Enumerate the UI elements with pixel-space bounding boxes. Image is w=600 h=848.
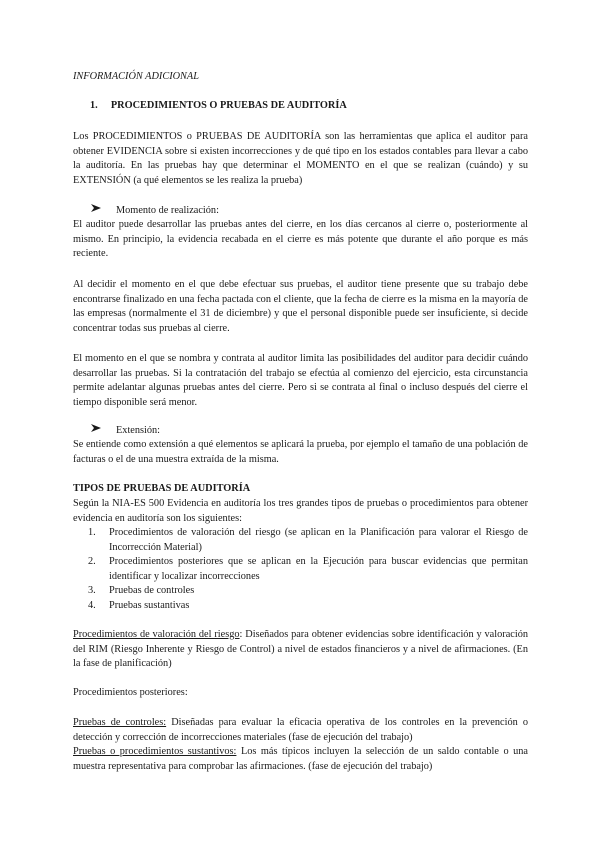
page-header-title: INFORMACIÓN ADICIONAL <box>73 71 199 82</box>
extension-heading-label: Extensión: <box>116 425 161 436</box>
substantive-tests-paragraph <box>73 745 528 774</box>
extension-paragraph: Se entiende como extensión a qué elementos se aplicará la prueba, por ejemplo el tamaño de una población de facturas o el de una muestra extraída de la misma. <box>73 439 528 465</box>
list-item: 4. Pruebas sustantivas <box>88 599 190 611</box>
controls-tests-paragraph <box>73 716 528 745</box>
section-1-intro: Los PROCEDIMIENTOS o PRUEBAS DE AUDITORÍA son las herramientas que aplica el auditor para obtener EVIDENCIA sobre si existen incorrecciones y de qué tipo en los estados contables para llevar a cabo la auditoría. En las pruebas hay que determinar el MOMENTO en el que se realizan (cuándo) y su EXTENSIÓN (a qué elementos se les realiza la prueba) <box>73 131 528 186</box>
extension-heading <box>90 423 490 439</box>
section-1-title: PROCEDIMIENTOS O PRUEBAS DE AUDITORÍA <box>110 100 347 111</box>
posterior-procedures-heading: Procedimientos posteriores: <box>73 687 188 698</box>
arrowhead-bullet-icon <box>90 423 116 439</box>
substantive-tests-label: Pruebas o procedimientos sustantivos: <box>73 746 237 757</box>
section-1-number: 1. <box>90 100 98 111</box>
substantive-tests-text: Los más típicos incluyen la selección de un saldo contable o una muestra representativa para comprobar las afirmaciones. (fase de ejecución del trabajo) <box>73 746 528 772</box>
types-heading: TIPOS DE PRUEBAS DE AUDITORÍA <box>73 483 251 494</box>
moment-paragraph-1: El auditor puede desarrollar las pruebas antes del cierre, en los días cercanos al cierre o, posteriormente al mismo. En principio, la evidencia recabada en el cierre es más potente que durante el año porque es más reciente. <box>73 219 528 259</box>
section-1-heading <box>90 99 530 114</box>
list-item: 3. Pruebas de controles <box>88 585 195 596</box>
moment-paragraph-2: Al decidir el momento en el que debe efectuar sus pruebas, el auditor tiene presente que su trabajo debe encontrarse finalizado en una fecha pactada con el cliente, que la fecha de cierre es la misma en la mayoría de las empresas (normalmente el 31 de diciembre) y que el personal disponible puede ser insuficiente, si decide concentrar todas sus pruebas al cierre. <box>73 279 528 334</box>
risk-procedures-paragraph <box>73 628 528 672</box>
risk-procedures-label: Procedimientos de valoración del riesgo <box>73 629 240 640</box>
list-item: 1. Procedimientos de valoración del riesgo (se aplican en la Planificación para valorar el Riesgo de Incorrección Material) <box>88 527 528 553</box>
types-list <box>88 526 528 613</box>
moment-heading-label: Momento de realización: <box>116 205 219 216</box>
risk-procedures-text: : Diseñados para obtener evidencias sobre identificación y valoración del RIM (Riesgo Inherente y Riesgo de Control) a nivel de estados financieros y a nivel de afirmaciones. (En la fase de planificación) <box>73 629 528 669</box>
controls-tests-text: Diseñadas para evaluar la eficacia operativa de los controles en la prevención o detección y corrección de incorrecciones materiales (fase de ejecución del trabajo) <box>73 717 528 743</box>
arrowhead-bullet-icon <box>90 203 116 219</box>
controls-tests-label: Pruebas de controles: <box>73 717 167 728</box>
types-intro: Según la NIA-ES 500 Evidencia en auditoría los tres grandes tipos de pruebas o procedimientos para obtener evidencia en auditoría son los siguientes: <box>73 498 528 524</box>
list-item: 2. Procedimientos posteriores que se aplican en la Ejecución para buscar evidencias que permitan identificar y localizar incorrecciones <box>88 556 528 582</box>
moment-paragraph-3: El momento en el que se nombra y contrata al auditor limita las posibilidades del auditor para decidir cuándo desarrollar las pruebas. Si la contratación del trabajo se efectúa al comienzo del ejercicio, esta circunstancia permite adelantar algunas pruebas antes del cierre. Pero si se contrata al final o incluso después del cierre el tiempo disponible será menor. <box>73 353 528 408</box>
moment-heading <box>90 203 490 219</box>
